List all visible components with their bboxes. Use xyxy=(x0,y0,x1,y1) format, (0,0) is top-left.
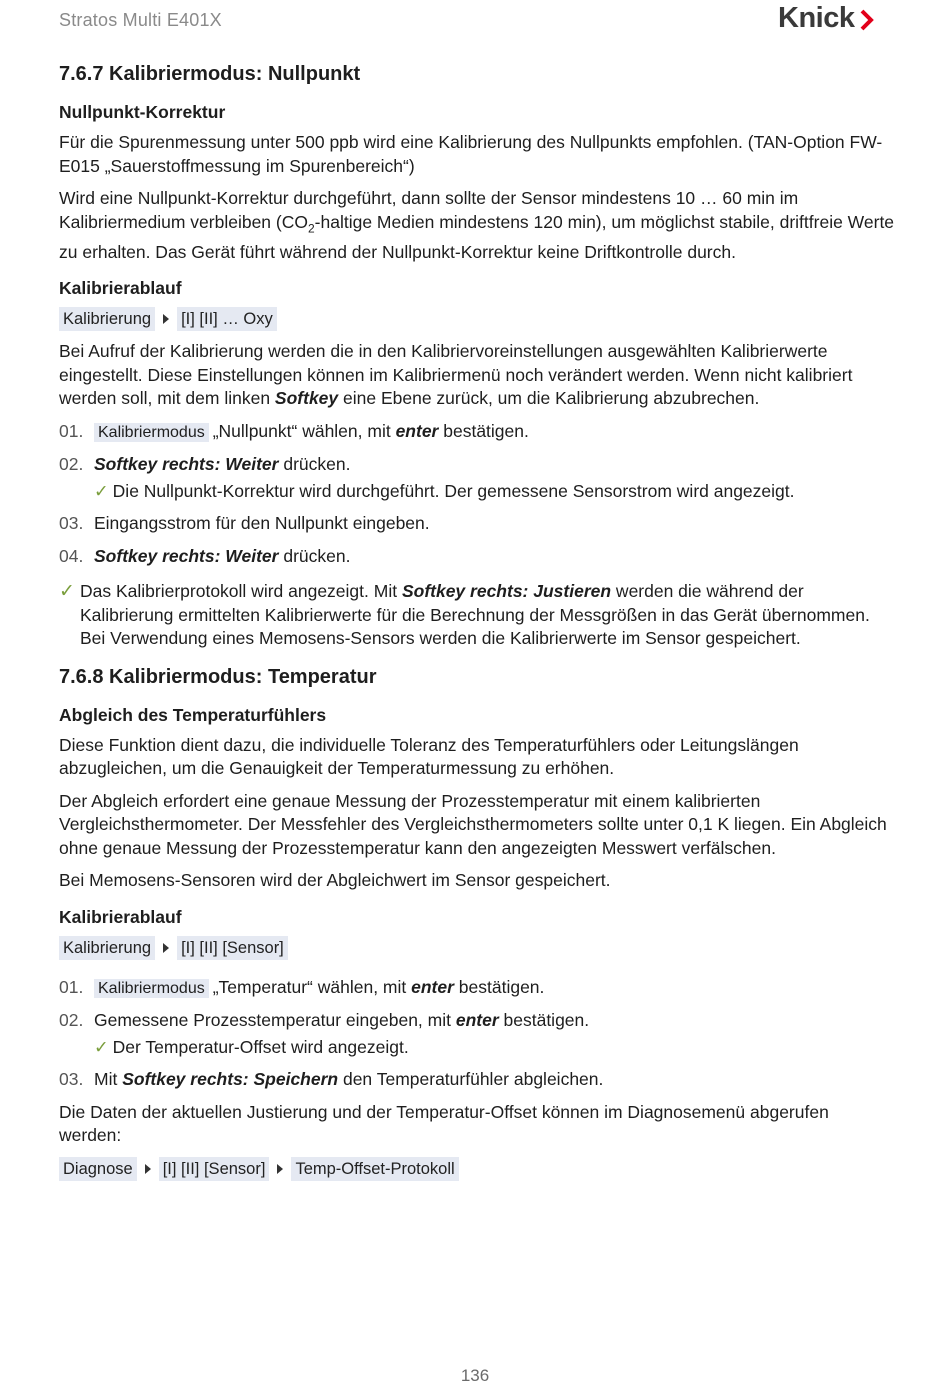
subheading-zero-correction: Nullpunkt-Korrektur xyxy=(59,102,226,122)
menu-path xyxy=(59,936,895,960)
menu-path-item: Temp-Offset-Protokoll xyxy=(291,1157,458,1181)
paragraph: Bei Aufruf der Kalibrierung werden die in den Kalibriervoreinstellungen ausgewählten Kalibrierwerte eingestellt. Diese Einstellungen können im Kalibriermenü noch verändert werden. Wenn nicht kalibriert werden soll, mit dem linken Softkey eine Ebene zurück, um die Kalibrierung abzubrechen. xyxy=(59,341,853,408)
checkmark-icon: ✓ xyxy=(94,480,109,501)
list-item: 02. Gemessene Prozesstemperatur eingeben, mit enter bestätigen. xyxy=(59,1010,590,1030)
final-result: ✓ Das Kalibrierprotokoll wird angezeigt. Mit Softkey rechts: Justieren werden die während der Kalibrierung ermittelten Kalibrierwerte für die Berechnung der Messgrößen in das Gerät übernommen. Bei Verwendung eines Memosens-Sensors werden die Kalibrierwerte im Sensor gespeichert. xyxy=(59,580,895,651)
main-content xyxy=(59,60,895,1181)
menu-arrow-icon xyxy=(163,314,169,324)
section-heading-zero-point: 7.6.7 Kalibriermodus: Nullpunkt xyxy=(59,63,361,85)
document-header-title: Stratos Multi E401X xyxy=(59,10,222,30)
result-line: ✓ Die Nullpunkt-Korrektur wird durchgeführt. Der gemessene Sensorstrom wird angezeigt. xyxy=(59,480,895,504)
list-item: 03. Mit Softkey rechts: Speichern den Temperaturfühler abgleichen. xyxy=(59,1069,604,1089)
paragraph: Wird eine Nullpunkt-Korrektur durchgeführt, dann sollte der Sensor mindestens 10 … 60 min im Kalibriermedium verbleiben ($CO_2$-haltige Medien mindestens 120 min), um möglichst stabile, driftfreie Werte zu erhalten. Das Gerät führt während der Nullpunkt-Korrektur keine Driftkontrolle durch. xyxy=(59,188,895,262)
paragraph: Für die Spurenmessung unter 500 ppb wird eine Kalibrierung des Nullpunkts empfohlen. (TAN-Option FW-E015 „Sauerstoffmessung im Spurenbereich“) xyxy=(59,132,883,176)
subheading-calibration-procedure: Kalibrierablauf xyxy=(59,278,182,298)
chevron-right-icon xyxy=(860,9,874,31)
subheading-calibration-procedure: Kalibrierablauf xyxy=(59,906,182,927)
menu-path-item: Kalibrierung xyxy=(59,307,155,331)
menu-path xyxy=(59,1157,895,1181)
list-item: 03. Eingangsstrom für den Nullpunkt eingeben. xyxy=(59,513,430,533)
knick-logo xyxy=(778,2,874,35)
menu-path-item: Kalibrierung xyxy=(59,936,155,960)
section-heading-temperature: 7.6.8 Kalibriermodus: Temperatur xyxy=(59,665,377,688)
menu-path xyxy=(59,307,895,331)
list-item: 02. Softkey rechts: Weiter drücken. xyxy=(59,454,351,474)
paragraph: Der Abgleich erfordert eine genaue Messung der Prozesstemperatur mit einem kalibrierten Vergleichsthermometer. Der Messfehler des Vergleichsthermometers sollte unter 0,1 K liegen. Ein Abgleich ohne genaue Messung der Prozesstemperatur kann den angezeigten Messwert verfälschen. xyxy=(59,790,887,858)
page-number: 136 xyxy=(460,1366,490,1385)
list-item: 04. Softkey rechts: Weiter drücken. xyxy=(59,545,351,566)
menu-path-item: [I] [II] [Sensor] xyxy=(159,1157,270,1181)
subheading-temperature-adjustment: Abgleich des Temperaturfühlers xyxy=(59,704,327,725)
paragraph: Die Daten der aktuellen Justierung und der Temperatur-Offset können im Diagnosemenü abgerufen werden: xyxy=(59,1101,829,1145)
menu-arrow-icon xyxy=(277,1164,283,1174)
menu-path-item: [I] [II] [Sensor] xyxy=(177,936,288,960)
menu-path-item: [I] [II] … Oxy xyxy=(177,307,277,331)
menu-path-item: Diagnose xyxy=(59,1157,137,1181)
paragraph: Diese Funktion dient dazu, die individuelle Toleranz des Temperaturfühlers oder Leitungslängen abzugleichen, um die Genauigkeit der Temperaturmessung zu erhöhen. xyxy=(59,734,799,778)
logo-text: Knick xyxy=(778,2,855,34)
list-item: 01. Kalibriermodus „Temperatur“ wählen, mit enter bestätigen. xyxy=(59,976,545,997)
list-item: 01. Kalibriermodus „Nullpunkt“ wählen, mit enter bestätigen. xyxy=(59,420,529,441)
checkmark-icon: ✓ xyxy=(59,581,75,602)
menu-arrow-icon xyxy=(145,1164,151,1174)
paragraph: Bei Memosens-Sensoren wird der Abgleichwert im Sensor gespeichert. xyxy=(59,870,611,890)
menu-arrow-icon xyxy=(163,943,169,953)
checkmark-icon: ✓ xyxy=(94,1036,109,1057)
result-line: ✓ Der Temperatur-Offset wird angezeigt. xyxy=(59,1036,895,1060)
menu-path-item: Kalibriermodus xyxy=(94,979,209,998)
menu-path-item: Kalibriermodus xyxy=(94,423,209,442)
